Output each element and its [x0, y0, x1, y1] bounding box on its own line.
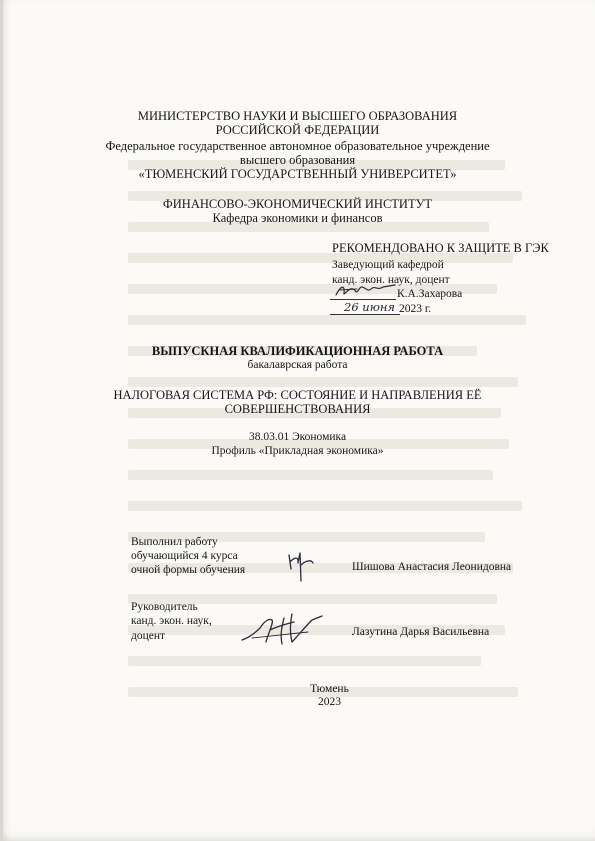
institution-line-1: Федеральное государственное автономное образовательное учреждение — [105, 139, 490, 153]
supervisor-label-3: доцент — [131, 630, 166, 642]
supervisor-label-1: Руководитель — [131, 601, 198, 613]
supervisor-label-2: канд. экон. наук, — [131, 615, 212, 627]
department-name: Кафедра экономики и финансов — [212, 211, 383, 225]
author-name: Шишова Анастасия Леонидовна — [352, 561, 512, 573]
city: Тюмень — [310, 683, 349, 695]
approval-role: Заведующий кафедрой — [332, 259, 444, 271]
approval-date-handwritten: 26 июня — [344, 300, 396, 314]
author-signature — [283, 547, 317, 585]
approval-date-line — [330, 314, 400, 315]
work-title-line-1: НАЛОГОВАЯ СИСТЕМА РФ: СОСТОЯНИЕ И НАПРАВЛЕНИЯ ЕЁ — [113, 388, 482, 402]
supervisor-signature — [238, 608, 328, 650]
institute-name: ФИНАНСОВО-ЭКОНОМИЧЕСКИЙ ИНСТИТУТ — [162, 197, 433, 211]
supervisor-name: Лазутина Дарья Васильевна — [352, 626, 490, 638]
program-code: 38.03.01 Экономика — [248, 431, 347, 443]
approval-year: 2023 г. — [399, 303, 432, 315]
author-label-3: очной формы обучения — [131, 564, 246, 576]
ministry-line-1: МИНИСТЕРСТВО НАУКИ И ВЫСШЕГО ОБРАЗОВАНИЯ — [137, 109, 458, 123]
year: 2023 — [318, 696, 341, 708]
approval-title: РЕКОМЕНДОВАНО К ЗАЩИТЕ В ГЭК — [332, 241, 549, 255]
institution-line-2: высшего образования — [239, 153, 356, 167]
work-title-line-2: СОВЕРШЕНСТВОВАНИЯ — [224, 402, 371, 416]
university-name: «ТЮМЕНСКИЙ ГОСУДАРСТВЕННЫЙ УНИВЕРСИТЕТ» — [138, 167, 457, 181]
approval-degree: канд. экон. наук, доцент — [332, 274, 450, 286]
author-label-1: Выполнил работу — [131, 536, 218, 548]
approval-signature — [333, 279, 399, 301]
work-subtype: бакалаврская работа — [247, 359, 348, 371]
ministry-line-2: РОССИЙСКОЙ ФЕДЕРАЦИИ — [215, 123, 380, 137]
author-label-2: обучающийся 4 курса — [131, 550, 238, 562]
work-type: ВЫПУСКНАЯ КВАЛИФИКАЦИОННАЯ РАБОТА — [151, 344, 444, 358]
program-profile: Профиль «Прикладная экономика» — [211, 445, 384, 457]
approval-signatory: К.А.Захарова — [397, 288, 463, 300]
